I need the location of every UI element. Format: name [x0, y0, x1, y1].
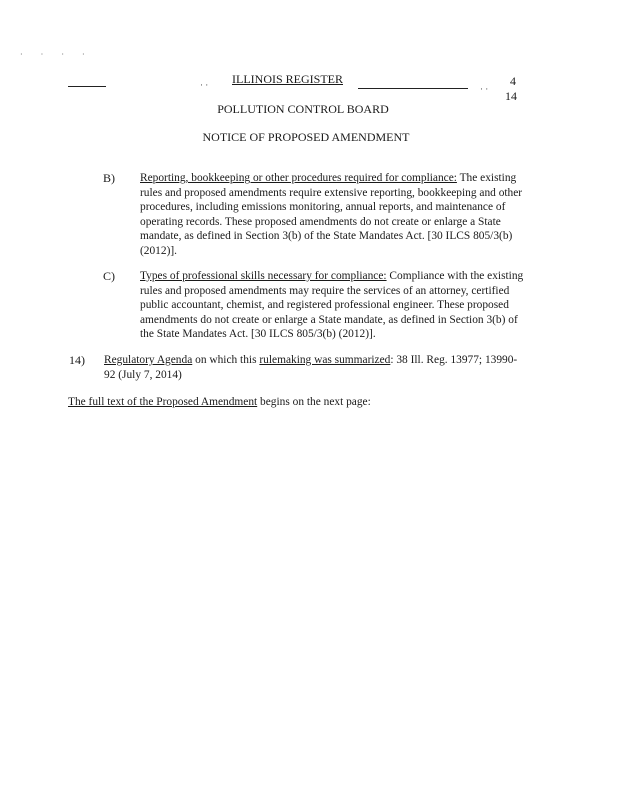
closing-paragraph [68, 395, 548, 410]
item-14-number: 14) [69, 353, 85, 367]
notice-title: NOTICE OF PROPOSED AMENDMENT [202, 130, 410, 144]
page-number: 14 [505, 89, 517, 103]
item-b-heading: Reporting, bookkeeping or other procedures required for compliance: [140, 172, 457, 184]
item-c-text: Compliance with the existing rules and proposed amendments may require the services of an attorney, certified public accountant, chemist, and registered professional engineer. These proposed amendments do not create or enlarge a State mandate, as defined in Section 3(b) of the State Mandates Act. [30 ILCS 805/3(b) (2012)]. [140, 270, 524, 340]
item-14-heading-a: Regulatory Agenda [104, 354, 193, 366]
scan-artifact: · · [200, 80, 209, 90]
item-c-paragraph [140, 269, 532, 342]
item-14-text-b: : 38 Ill. Reg. 13977; 13990-92 (July 7, 2014) [104, 354, 518, 381]
scan-artifact: · · [480, 84, 489, 94]
header-rule-left [68, 86, 106, 87]
register-title-rule [358, 88, 468, 89]
item-14-heading-b: rulemaking was summarized [259, 354, 391, 366]
item-b-letter: B) [103, 171, 115, 185]
scan-artifact: · · · · [20, 50, 93, 59]
item-14-paragraph [104, 353, 524, 382]
item-b-text: The existing rules and proposed amendments require extensive reporting, bookkeeping and other procedures, including emissions monitoring, annual reports, and maintenance of operating records. These proposed amendments do not create or enlarge a State mandate, as defined in Section 3(b) of the State Mandates Act. [30 ILCS 805/3(b) (2012)]. [140, 172, 523, 257]
closing-text: begins on the next page: [260, 396, 371, 408]
agency-name: POLLUTION CONTROL BOARD [217, 102, 389, 116]
item-c-heading: Types of professional skills necessary for compliance: [140, 270, 387, 282]
item-c-letter: C) [103, 269, 115, 283]
volume-page: 4 [510, 74, 516, 88]
item-14-text-a: on which this [195, 354, 257, 366]
item-b-paragraph [140, 171, 538, 258]
closing-heading: The full text of the Proposed Amendment [68, 396, 258, 408]
register-title: ILLINOIS REGISTER [232, 72, 343, 86]
